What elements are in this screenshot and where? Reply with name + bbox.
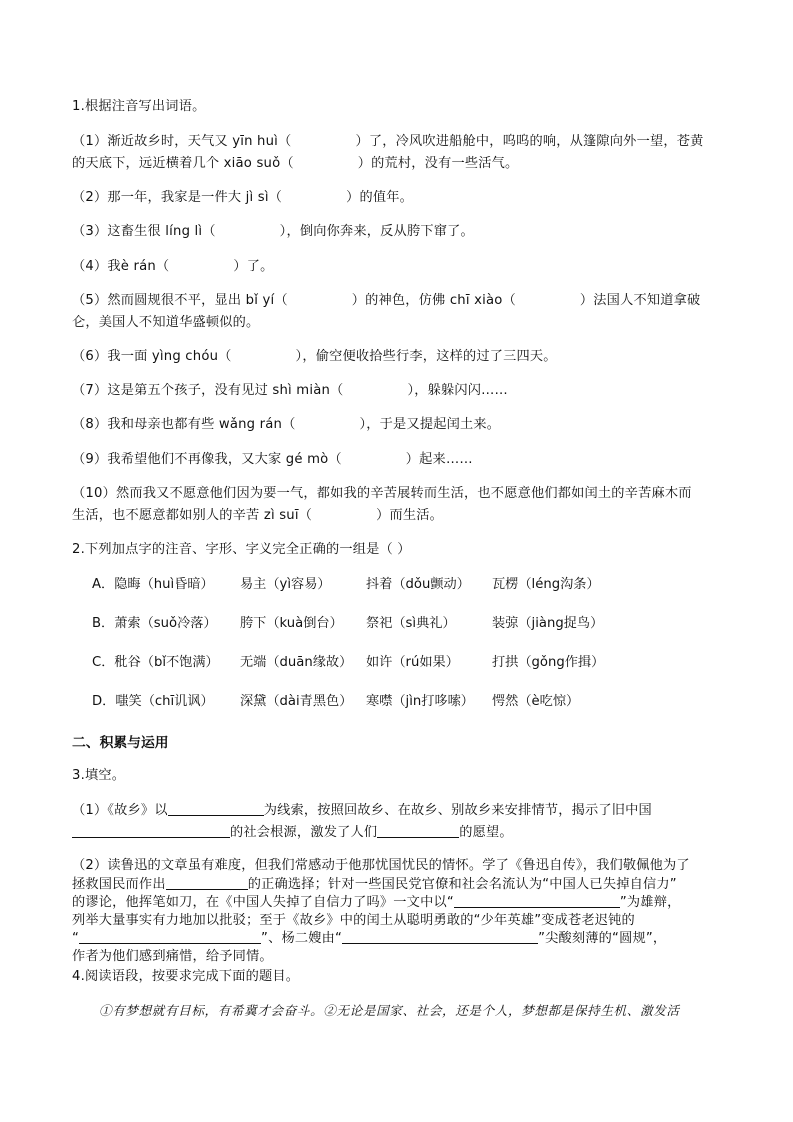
q1-item-5-line1: （5）然而圆规很不平，显出 bǐ yí（ ）的神色，仿佛 chī xiào（ ）法国人不知道拿破 <box>72 293 701 308</box>
q2-option-b[interactable]: B．萧索（suǒ冷落） 胯下（kuà倒台） 祭祀（sì典礼） 装弶（jiàng捉鸟） <box>92 616 604 631</box>
q3-part2-line4: 列举大量事实有力地加以批驳；至于《故乡》中的闰土从聪明勇敢的“少年英雄”变成苍老迟钝的 <box>72 913 635 928</box>
fill-blank[interactable] <box>454 893 620 908</box>
q4-passage: ①有梦想就有目标，有希冀才会奋斗。②无论是国家、社会，还是个人，梦想都是保持生机、激发活 <box>99 1003 680 1018</box>
q1-item-2: （2）那一年，我家是一件大 jì sì（ ）的值年。 <box>72 190 414 205</box>
q1-item-6: （6）我一面 yìng chóu（ ），偷空便收拾些行李，这样的过了三四天。 <box>72 349 557 364</box>
fill-blank[interactable] <box>79 929 261 944</box>
q3-part2-line1: （2）读鲁迅的文章虽有难度，但我们常感动于他那忧国忧民的情怀。学了《鲁迅自传》，我们敬佩他为了 <box>72 858 690 873</box>
q3-part1-line1: （1）《故乡》以 为线索，按照回故乡、在故乡、别故乡来安排情节，揭示了旧中国 <box>72 803 652 818</box>
fill-blank[interactable] <box>377 823 459 838</box>
q3-part1-line2: 的社会根源，激发了人们 的愿望。 <box>72 822 732 844</box>
q1-item-9: （9）我希望他们不再像我，又大家 gé mò（ ）起来…… <box>72 452 473 467</box>
fill-blank[interactable] <box>168 801 264 816</box>
q1-item-7: （7）这是第五个孩子，没有见过 shì miàn（ ），躲躲闪闪…… <box>72 383 508 398</box>
q1-item-8: （8）我和母亲也都有些 wǎng rán（ ），于是又提起闰土来。 <box>72 417 501 432</box>
q2-title: 2.下列加点字的注音、字形、字义完全正确的一组是（ ） <box>72 542 411 557</box>
q3-title: 3.填空。 <box>72 768 126 783</box>
fill-blank[interactable] <box>72 823 230 838</box>
q1-item-10-line1: （10）然而我又不愿意他们因为要一气，都如我的辛苦展转而生活，也不愿意他们都如闰土的辛苦麻木而 <box>72 486 692 501</box>
fill-blank[interactable] <box>342 929 538 944</box>
q2-option-a[interactable]: A．隐晦（huì昏暗） 易主（yì容易） 抖着（dǒu颤动） 瓦楞（léng沟条） <box>92 577 600 592</box>
q3-part2-line2: 拯救国民而作出 的正确选择；针对一些国民党官僚和社会名流认为“中国人已失掉自信力” <box>72 877 677 892</box>
q1-item-5-line2: 仑，美国人不知道华盛顿似的。 <box>72 315 260 330</box>
q1-item-10-line2: 生活，也不愿意都如别人的辛苦 zì suī（ ）而生活。 <box>72 508 444 523</box>
q1-item-1-line1: （1）渐近故乡时，天气又 yīn huì（ ）了，冷风吹进船舱中，呜呜的响，从篷隙向外一望，苍黄 <box>72 134 704 149</box>
q1-item-3: （3）这畜生很 líng lì（ ），倒向你奔来，反从胯下窜了。 <box>72 224 474 239</box>
q3-part2-line5: “ ”、杨二嫂由“ ”尖酸刻薄的“圆规”， <box>72 931 667 946</box>
q2-option-d[interactable]: D．嗤笑（chī讥讽） 深黛（dài青黑色） 寒噤（jìn打哆嗦） 愕然（è吃惊） <box>92 694 580 709</box>
q1-title: 1.根据注音写出词语。 <box>72 99 206 114</box>
q3-part2-line6: 作者为他们感到痛惜，给予同情。 <box>72 949 273 964</box>
q3-part2-line3: 的谬论，他挥笔如刀，在《中国人失掉了自信力了吗》一文中以“ ”为雄辩， <box>72 895 681 910</box>
section-heading: 二、积累与运用 <box>72 735 169 751</box>
q1-item-1-line2: 的天底下，远近横着几个 xiāo suǒ（ ）的荒村，没有一些活气。 <box>72 156 519 171</box>
fill-blank[interactable] <box>166 875 248 890</box>
q1-item-4: （4）我è rán（ ）了。 <box>72 259 274 274</box>
q4-title: 4.阅读语段，按要求完成下面的题目。 <box>72 969 300 984</box>
q2-option-c[interactable]: C．秕谷（bǐ不饱满） 无端（duān缘故） 如许（rú如果） 打拱（gǒng作揖） <box>92 655 605 670</box>
